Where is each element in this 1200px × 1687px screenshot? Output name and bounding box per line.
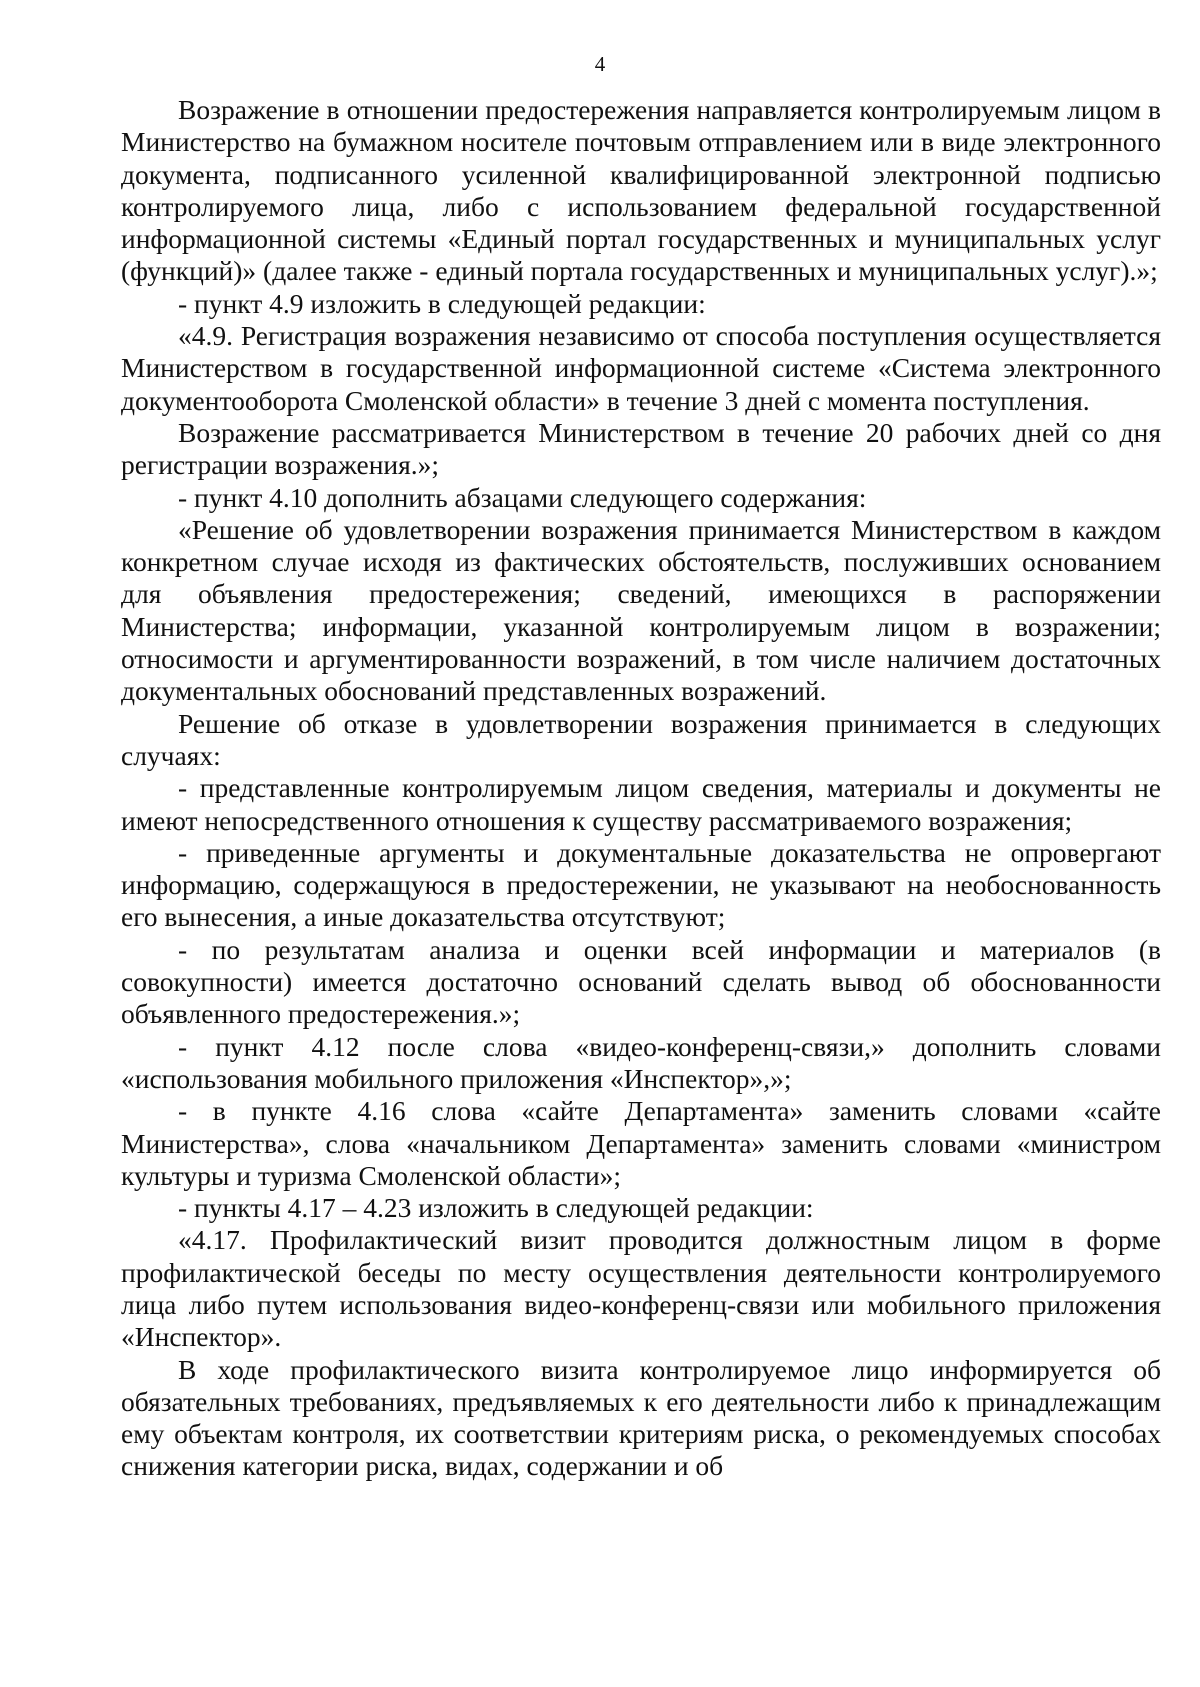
paragraph-items-4-17-4-23-instruction: - пункты 4.17 – 4.23 изложить в следующей редакции: [178,1192,814,1224]
paragraph-refusal-case-2: - приведенные аргументы и документальные доказательства не опровергают информацию, содержащуюся в предостережении, не указывают на необоснованность его вынесения, а иные доказательства отсутствуют; [121,836,1161,933]
paragraph-item-4-9-text: «4.9. Регистрация возражения независимо от способа поступления осуществляется Министерством в государственной информационной системе «Система электронного документооборота Смоленской области» в течение 3 дней с момента поступления. [121,320,1161,416]
paragraph-preventive-visit-info: В ходе профилактического визита контролируемое лицо информируется об обязательных требованиях, предъявляемых к его деятельности либо к принадлежащим ему объектам контроля, их соответствии критериям риска, о рекомендуемых способах снижения категории риска, видах, содержании и об [121,1353,1161,1482]
paragraph-objection-refusal: Решение об отказе в удовлетворении возражения принимается в следующих случаях: [121,707,1161,771]
paragraph-item-4-16-instruction: - в пункте 4.16 слова «сайте Департамента» заменить словами «сайте Министерства», слова «начальником Департамента» заменить словами «министром культуры и туризма Смоленской области»; [121,1095,1161,1191]
paragraph-objection-approval: «Решение об удовлетворении возражения принимается Министерством в каждом конкретном случае исходя из фактических обстоятельств, послуживших основанием для объявления предостережения; сведений, имеющихся в распоряжении Министерства; информации, указанной контролируемым лицом в возражении; относимости и аргументированности возражений, в том числе наличием достаточных документальных обоснований представленных возражений. [121,513,1161,707]
paragraph-refusal-case-3: - по результатам анализа и оценки всей информации и материалов (в совокупности) имеется достаточно оснований сделать вывод об обоснованности объявленного предостережения.»; [121,933,1161,1030]
paragraph-item-4-12-instruction: - пункт 4.12 после слова «видео-конференц-связи,» дополнить словами «использования мобильного приложения «Инспектор»,»; [121,1030,1161,1094]
paragraph-refusal-case-1: - представленные контролируемым лицом сведения, материалы и документы не имеют непосредственного отношения к существу рассматриваемого возражения; [121,772,1161,836]
page-number: 4 [594,52,606,76]
paragraph-item-4-9-instruction: - пункт 4.9 изложить в следующей редакции: [178,287,706,319]
document-body [121,94,1161,1483]
paragraph-item-4-10-instruction: - пункт 4.10 дополнить абзацами следующего содержания: [178,481,867,513]
paragraph-objection-review-term: Возражение рассматривается Министерством в течение 20 рабочих дней со дня регистрации возражения.»; [121,416,1161,481]
paragraph-objection-submission: Возражение в отношении предостережения направляется контролируемым лицом в Министерство на бумажном носителе почтовым отправлением или в виде электронного документа, подписанного усиленной квалифицированной электронной подписью контролируемого лица, либо с использованием федеральной государственной информационной системы «Единый портал государственных и муниципальных услуг (функций)» (далее также - единый портала государственных и муниципальных услуг).»; [121,94,1161,287]
paragraph-item-4-17-text: «4.17. Профилактический визит проводится должностным лицом в форме профилактической беседы по месту осуществления деятельности контролируемого лица либо путем использования видео-конференц-связи или мобильного приложения «Инспектор». [121,1224,1161,1353]
